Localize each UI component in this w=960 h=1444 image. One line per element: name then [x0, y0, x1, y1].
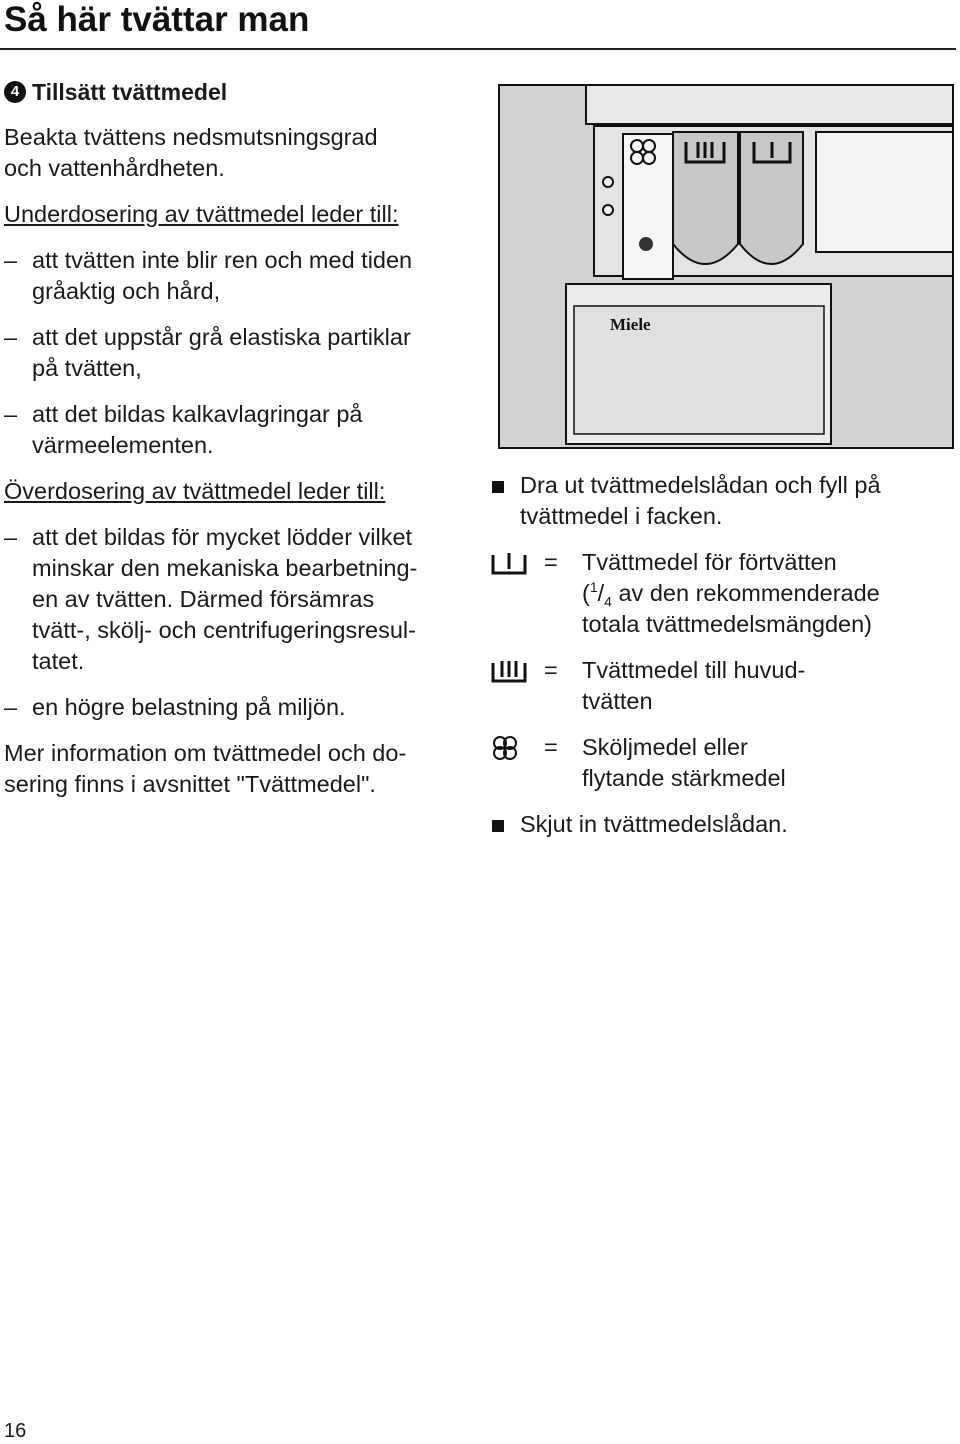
softener-flower-icon — [490, 732, 544, 763]
legend-prewash-text — [582, 547, 945, 640]
step-heading-text: Tillsätt tvättmedel — [32, 79, 228, 105]
legend-line: tvätten — [582, 688, 653, 714]
main-wash-icon — [490, 655, 544, 686]
more-info-line: Mer information om tvättmedel och do- — [4, 740, 407, 766]
fraction-denominator: 4 — [604, 593, 612, 610]
intro-line: Beakta tvättens nedsmutsningsgrad — [4, 124, 378, 150]
legend-line: av den rekommenderade — [611, 580, 880, 606]
detergent-drawer-illustration — [498, 84, 954, 449]
step-number-badge: 4 — [4, 81, 26, 103]
drawer-recess — [816, 132, 953, 252]
prewash-icon-glyph — [490, 549, 528, 577]
overdosing-list — [4, 522, 474, 723]
siphon-cap — [639, 237, 653, 251]
instruction-line: tvättmedel i facken. — [520, 503, 723, 529]
underdosing-heading: Underdosering av tvättmedel leder till: — [4, 201, 399, 227]
legend-main-wash-text — [582, 655, 945, 717]
main-wash-icon-glyph — [490, 657, 528, 685]
machine-top-panel — [586, 85, 953, 124]
legend-line: Sköljmedel eller — [582, 734, 748, 760]
instruction-line: Skjut in tvättmedelslådan. — [520, 811, 788, 837]
page-title: Så här tvättar man — [4, 0, 310, 39]
list-item-line: tvätt-, skölj- och centrifugeringsresul- — [32, 617, 416, 643]
softener-flower-icon-glyph — [490, 733, 520, 763]
instruction-line: Dra ut tvättmedelslådan och fyll på — [520, 472, 881, 498]
instruction-push-in-drawer — [490, 809, 945, 840]
list-item-line: att tvätten inte blir ren och med tiden — [32, 247, 413, 273]
left-column — [4, 76, 474, 815]
fraction-slash: / — [597, 580, 605, 606]
prewash-icon — [490, 547, 544, 578]
list-item-line: på tvätten, — [32, 355, 142, 381]
brand-logo: Miele — [610, 315, 651, 334]
right-column — [490, 470, 945, 855]
list-item-line: en av tvätten. Därmed försämras — [32, 586, 375, 612]
legend-softener — [490, 732, 945, 794]
more-info-paragraph — [4, 738, 474, 800]
equals-sign: = — [544, 734, 558, 760]
legend-prewash — [490, 547, 945, 640]
legend-line: totala tvättmedelsmängden) — [582, 611, 872, 637]
paren-open: ( — [582, 580, 590, 606]
list-item-line: minskar den mekaniska bearbetning- — [32, 555, 418, 581]
overdosing-heading: Överdosering av tvättmedel leder till: — [4, 478, 386, 504]
list-item — [4, 322, 474, 384]
list-item-line: att det bildas kalkavlagringar på — [32, 401, 363, 427]
list-item-line: värmeelementen. — [32, 432, 214, 458]
equals-sign: = — [544, 549, 558, 575]
legend-line: Tvättmedel för förtvätten — [582, 549, 837, 575]
indicator-dot — [603, 177, 613, 187]
list-item — [4, 399, 474, 461]
instruction-pull-out-drawer — [490, 470, 945, 532]
list-item-line: tatet. — [32, 648, 85, 674]
list-item — [4, 245, 474, 307]
title-rule — [0, 48, 956, 50]
underdosing-list — [4, 245, 474, 461]
equals-sign: = — [544, 657, 558, 683]
bullet-square — [492, 481, 504, 493]
list-item-line: att det bildas för mycket lödder vilket — [32, 524, 413, 550]
list-item-line: att det uppstår grå elastiska partiklar — [32, 324, 411, 350]
intro-line: och vattenhårdheten. — [4, 155, 225, 181]
fraction-numerator: 1 — [589, 579, 598, 596]
bullet-square — [492, 820, 504, 832]
intro-paragraph — [4, 122, 474, 184]
more-info-line: sering finns i avsnittet "Tvättmedel". — [4, 771, 376, 797]
legend-main-wash — [490, 655, 945, 717]
legend-line: flytande stärkmedel — [582, 765, 786, 791]
list-item — [4, 522, 474, 677]
list-item — [4, 692, 474, 723]
page-number: 16 — [4, 1420, 27, 1442]
legend-line: Tvättmedel till huvud- — [582, 657, 806, 683]
legend-softener-text — [582, 732, 945, 794]
list-item-line: en högre belastning på miljön. — [32, 694, 346, 720]
step-heading — [4, 76, 474, 108]
list-item-line: gråaktig och hård, — [32, 278, 221, 304]
indicator-dot — [603, 205, 613, 215]
